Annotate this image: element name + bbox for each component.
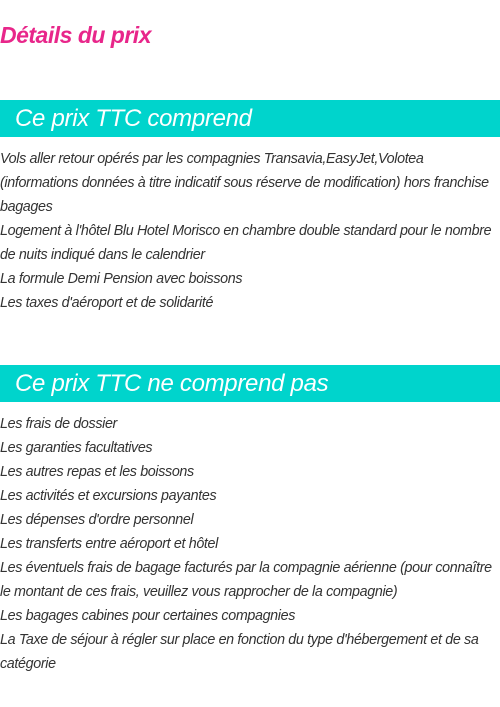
list-item: Les bagages cabines pour certaines compagnies — [0, 608, 296, 624]
list-item: Les autres repas et les boissons — [0, 464, 194, 480]
included-section-header: Ce prix TTC comprend — [0, 100, 500, 137]
list-item: Logement à l'hôtel Blu Hotel Morisco en chambre double standard pour le nombre de nuits indiqué dans le calendrier — [0, 223, 492, 263]
included-list — [0, 147, 500, 315]
page-title: Détails du prix — [0, 22, 151, 48]
list-item: Les frais de dossier — [0, 416, 117, 432]
list-item: La Taxe de séjour à régler sur place en fonction du type d'hébergement et de sa catégorie — [0, 632, 479, 672]
list-item: Les taxes d'aéroport et de solidarité — [0, 295, 214, 311]
list-item: Les dépenses d'ordre personnel — [0, 512, 194, 528]
list-item: Vols aller retour opérés par les compagnies Transavia,EasyJet,Volotea (informations données à titre indicatif sous réserve de modification) hors franchise bagages — [0, 151, 489, 215]
list-item: Les transferts entre aéroport et hôtel — [0, 536, 218, 552]
excluded-section-header: Ce prix TTC ne comprend pas — [0, 365, 500, 402]
list-item: La formule Demi Pension avec boissons — [0, 271, 243, 287]
excluded-list — [0, 412, 500, 676]
list-item: Les éventuels frais de bagage facturés par la compagnie aérienne (pour connaître le montant de ces frais, veuillez vous rapprocher de la compagnie) — [0, 560, 492, 600]
list-item: Les garanties facultatives — [0, 440, 153, 456]
list-item: Les activités et excursions payantes — [0, 488, 217, 504]
